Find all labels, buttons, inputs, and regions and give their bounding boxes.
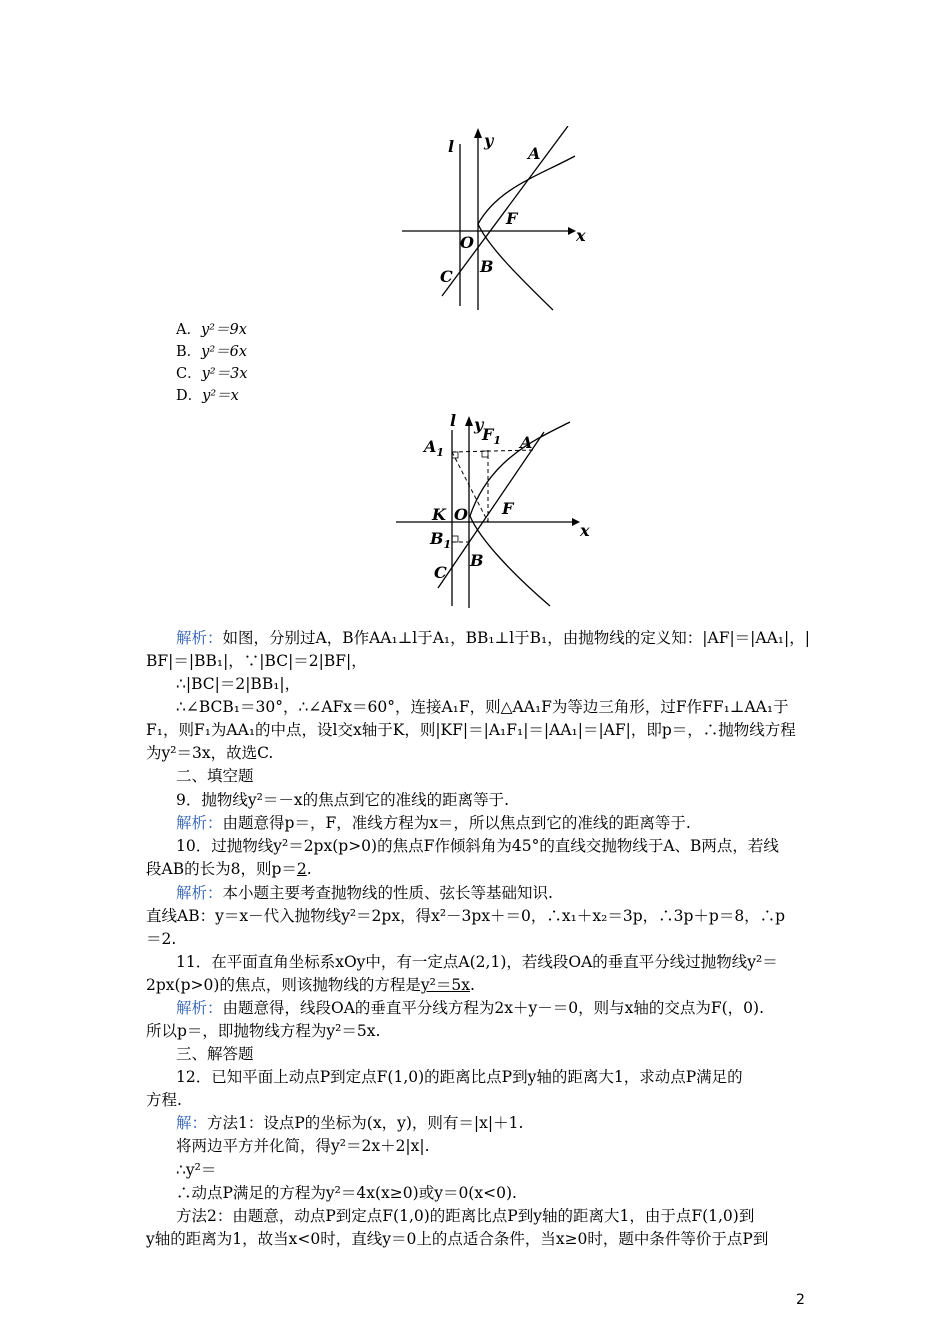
line-suffix: . <box>306 860 312 878</box>
line-text: ∴动点P满足的方程为y²＝4x(x≥0)或y＝0(x<0). <box>176 1184 517 1202</box>
line-text: ∴∠BCB₁＝30°，∴∠AFx＝60°，连接A₁F，则△AA₁F为等边三角形，过F作FF₁⊥AA₁于 <box>176 698 789 716</box>
analysis-label: 解析： <box>176 884 223 902</box>
text-line <box>176 1160 216 1181</box>
text-line <box>176 766 254 787</box>
label-f: F <box>502 499 514 518</box>
text-line <box>146 906 785 927</box>
text-line <box>146 1090 182 1111</box>
x-axis-arrow <box>568 227 576 235</box>
line-text: 将两边平方并化简，得y²＝2x＋2|x|. <box>176 1137 430 1155</box>
label-b1: $B_1$ <box>430 529 452 551</box>
label-l: l <box>450 411 457 430</box>
line-text: 段AB的长为8，则p＝ <box>146 860 297 878</box>
text-line <box>176 836 779 857</box>
option-a: A．y²＝9x <box>176 322 247 338</box>
right-angle-b1 <box>452 536 458 542</box>
label-a: A <box>528 144 541 163</box>
line-text: 方法2：由题意，动点P到定点F(1,0)的距离比点P到y轴的距离大1，由于点F(1,0)到 <box>176 1207 755 1225</box>
line-suffix: . <box>469 976 475 994</box>
line-text: y轴的距离为1，故当x<0时，直线y＝0上的点适合条件，当x≥0时，题中条件等价于点P到 <box>146 1230 769 1248</box>
label-a1: $A_1$ <box>424 437 445 459</box>
text-line <box>176 813 691 834</box>
text-line <box>176 790 509 811</box>
text-line <box>146 720 796 741</box>
label-a: A <box>520 433 533 452</box>
label-y: y <box>474 415 484 434</box>
right-angle-f1 <box>482 451 488 457</box>
line-text: BF|＝|BB₁|，∵|BC|＝2|BF|， <box>146 652 367 670</box>
line-text: F₁，则F₁为AA₁的中点，设l交x轴于K，则|KF|＝|A₁F₁|＝|AA₁|＝|AF|，即p＝，∴抛物线方程 <box>146 721 796 739</box>
line-text: ∴|BC|＝2|BB₁|， <box>176 675 301 693</box>
line-text: 直线AB：y＝x－代入抛物线y²＝2px，得x²－3px＋＝0，∴x₁＋x₂＝3p，∴3p＋p＝8，∴p <box>146 907 786 925</box>
label-b: B <box>480 257 494 276</box>
figure-parabola-2 <box>394 410 604 610</box>
text-line <box>146 929 176 950</box>
label-l: l <box>448 137 455 156</box>
text-line <box>176 1136 430 1157</box>
label-f1: $F_1$ <box>482 425 502 447</box>
analysis-label: 解析： <box>176 629 223 647</box>
option-d: D．y²＝x <box>176 388 239 404</box>
line-text: ＝2. <box>146 930 177 948</box>
page-number: 2 <box>796 1292 805 1308</box>
label-f: F <box>506 209 518 228</box>
text-line <box>146 1021 380 1042</box>
label-o: O <box>460 233 474 252</box>
line-text: 由题意得，线段OA的垂直平分线方程为2x＋y－＝0，则与x轴的交点为F(，0). <box>222 999 765 1017</box>
y-axis-arrow <box>465 416 473 426</box>
line-text: 如图，分别过A，B作AA₁⊥l于A₁，BB₁⊥l于B₁，由抛物线的定义知：|AF|＝|AA₁|，| <box>222 629 810 647</box>
line-text: 12．已知平面上动点P到定点F(1,0)的距离比点P到y轴的距离大1，求动点P满足的 <box>176 1068 743 1086</box>
label-o: O <box>454 505 468 524</box>
label-y: y <box>484 131 494 150</box>
text-line <box>146 1229 768 1250</box>
text-line <box>176 998 764 1019</box>
line-text: ∴y²＝ <box>176 1161 217 1179</box>
text-line <box>176 697 789 718</box>
text-line <box>146 859 312 880</box>
line-text: 9．抛物线y²＝－x的焦点到它的准线的距离等于. <box>176 791 510 809</box>
line-text: 三、解答题 <box>176 1045 254 1063</box>
text-line <box>176 1183 517 1204</box>
line-text: 11．在平面直角坐标系xOy中，有一定点A(2,1)，若线段OA的垂直平分线过抛物线y²＝ <box>176 953 778 971</box>
label-b: B <box>470 551 484 570</box>
text-line <box>176 1044 254 1065</box>
text-line <box>176 952 778 973</box>
option-c: C．y²＝3x <box>176 366 248 382</box>
line-text: 方法1：设点P的坐标为(x，y)，则有＝|x|＋1. <box>207 1114 524 1132</box>
line-text: 为y²＝3x，故选C. <box>146 744 274 762</box>
line-text: 2px(p>0)的焦点，则该抛物线的方程是 <box>146 976 421 994</box>
line-text: 10．过抛物线y²＝2px(p>0)的焦点F作倾斜角为45°的直线交抛物线于A、B两点，若线 <box>176 837 779 855</box>
line-text: 方程. <box>146 1091 182 1109</box>
x-axis-arrow <box>572 518 580 526</box>
label-c: C <box>434 563 447 582</box>
text-line <box>146 975 475 996</box>
label-x: x <box>580 521 590 540</box>
answer-blank: 2 <box>296 860 307 878</box>
option-b: B．y²＝6x <box>176 344 248 360</box>
figure-parabola-1 <box>398 126 598 316</box>
answer-blank: y²＝5x <box>420 976 470 994</box>
y-axis-arrow <box>474 128 482 138</box>
line-ca <box>442 126 568 296</box>
text-line <box>176 1206 754 1227</box>
text-line <box>146 743 273 764</box>
label-x: x <box>576 226 586 245</box>
analysis-label: 解析： <box>176 814 223 832</box>
line-text: 所以p＝，即抛物线方程为y²＝5x. <box>146 1022 381 1040</box>
line-text: 本小题主要考查抛物线的性质、弦长等基础知识. <box>222 884 553 902</box>
analysis-label: 解： <box>176 1114 208 1132</box>
text-line <box>176 628 810 649</box>
label-c: C <box>440 267 453 286</box>
text-line <box>146 651 367 672</box>
line-text: 由题意得p＝，F，准线方程为x＝，所以焦点到它的准线的距离等于. <box>222 814 691 832</box>
label-k: K <box>432 505 446 524</box>
text-line <box>176 1113 523 1134</box>
parabola-curve <box>478 156 575 310</box>
text-line <box>176 883 553 904</box>
line-text: 二、填空题 <box>176 767 254 785</box>
text-line <box>176 674 300 695</box>
text-line <box>176 1067 743 1088</box>
analysis-label: 解析： <box>176 999 223 1017</box>
